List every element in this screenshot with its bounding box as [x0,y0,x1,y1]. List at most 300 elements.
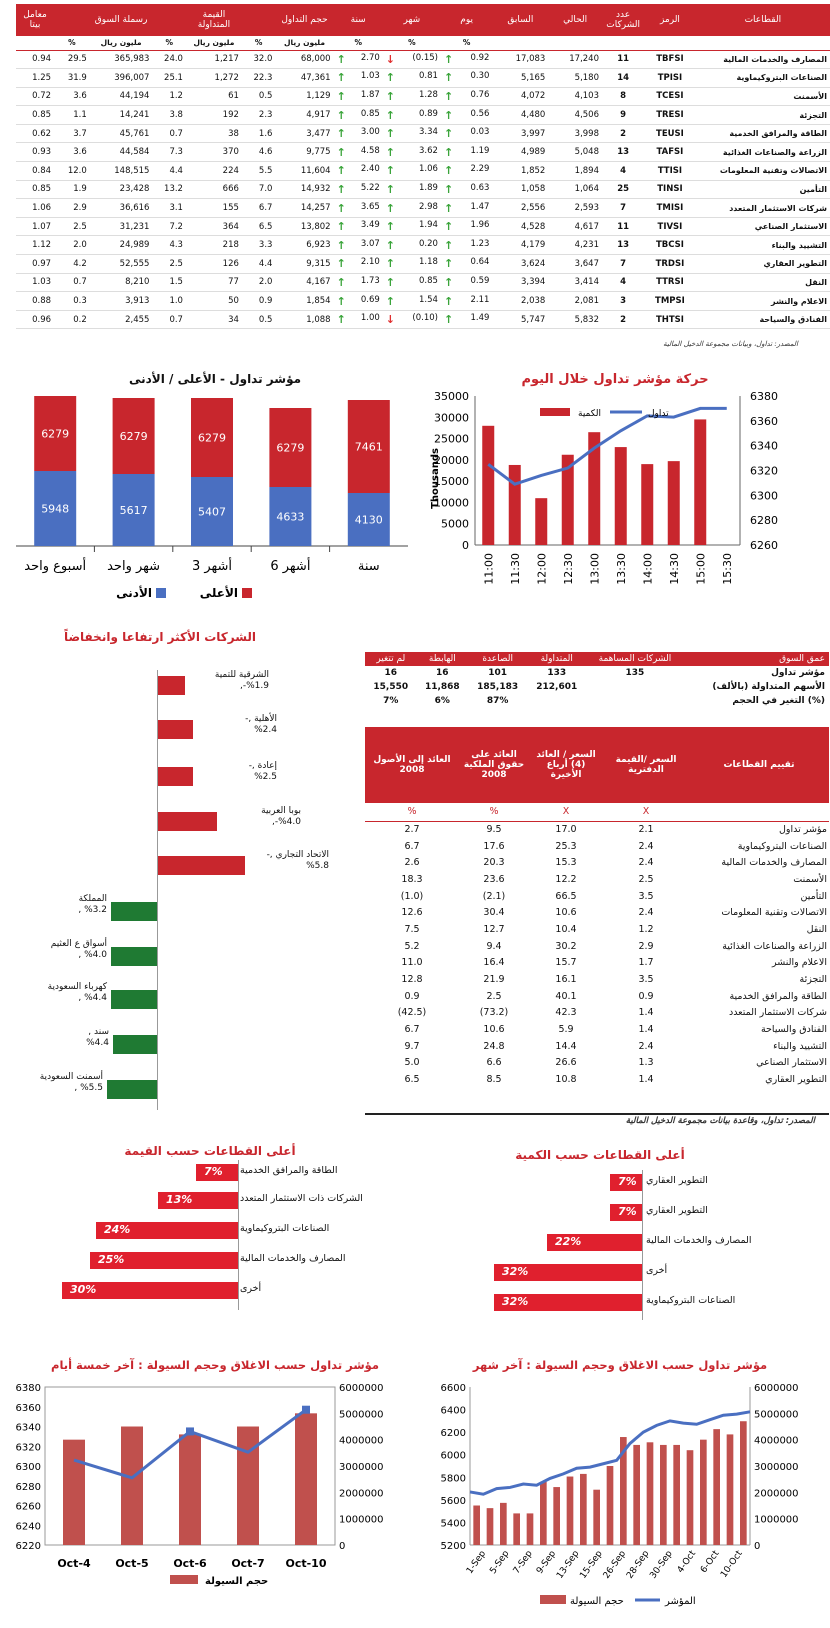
intraday-title: حركة مؤشر تداول خلال اليوم [521,372,709,387]
sectors-col-header: القيمة المتداولة [186,4,242,36]
month-change-cell [383,124,441,143]
sector-name-cell: التطوير العقاري [696,255,830,274]
sector-share-bar [494,1294,642,1311]
count-cell: 2 [602,310,644,329]
gainer-name: بوبا العربية [261,806,301,816]
sectors-col-unit [16,36,54,50]
val-pct-cell: 4.4 [152,162,186,181]
year-change-cell [334,50,383,69]
vol-pct-cell: 1.6 [242,124,276,143]
valuation-cell: 6.6 [486,1057,502,1069]
cap-pct-cell: 12.0 [54,162,90,181]
month-value: 1.94 [419,220,438,231]
gainer-value: %2.5 [254,772,277,782]
x-tick-label: 15:00 [694,553,708,585]
legend-high-swatch [242,588,252,598]
arrow-up-icon: ↑ [443,127,454,141]
valuation-cell: 12.6 [401,907,423,919]
symbol-cell: TTISI [644,162,695,181]
cap-pct-cell: 29.5 [54,50,90,69]
month-change-cell [383,273,441,292]
sectors-row [16,236,830,255]
valuation-row [365,1071,829,1088]
arrow-up-icon: ↑ [443,238,454,252]
y-tick-label: 6400 [440,1405,466,1417]
legend-line-label: المؤشر [665,1596,696,1607]
val-cell: 224 [186,162,242,181]
cap-cell: 396,007 [90,69,153,88]
sectors-col-unit: % [152,36,186,50]
valuation-cell: 10.6 [555,907,577,919]
legend-low-swatch [156,588,166,598]
vol-pct-cell: 0.5 [242,310,276,329]
sector-share-label: الصناعات البتروكيماوية [240,1223,330,1234]
arrow-up-icon: ↑ [336,257,346,271]
arrow-up-icon: ↑ [443,313,454,327]
month-value: 0.85 [419,275,438,286]
high-data-label: 6279 [41,427,70,441]
loser-label [33,982,107,1004]
month-title: مؤشر تداول حسب الاغلاق وحجم السيولة : آخر شهر [472,1358,768,1372]
intraday-chart [420,388,810,633]
symbol-cell: TRDSI [644,255,695,274]
valuation-sector-name: التأمين [800,890,827,902]
valuation-cell: 18.3 [401,873,423,885]
valuation-sector-name: التجزئة [799,974,827,986]
y-tick-label: 6200 [440,1428,466,1440]
valuation-cell: 12.2 [555,873,577,885]
sectors-row [16,69,830,88]
cur-cell: 4,231 [548,236,602,255]
y-tick-label: 5600 [440,1495,466,1507]
liquidity-bar [500,1503,507,1545]
cap-pct-cell: 2.0 [54,236,90,255]
valuation-row [365,938,829,955]
liquidity-bar [63,1440,85,1545]
cap-cell: 23,428 [90,180,153,199]
valuation-cell: (2.1) [482,890,506,902]
month-change-cell [383,180,441,199]
sector-share-pct: 13% [166,1193,193,1206]
year-value: 2.40 [360,164,380,175]
sector-share-bar [90,1252,238,1269]
sectors-col-header [152,4,186,36]
market-depth-cell [527,694,586,708]
cap-cell: 45,761 [90,124,153,143]
y-tick-label: 5400 [440,1518,466,1530]
y2-tick-label: 6300 [750,489,778,503]
cap-pct-cell: 0.2 [54,310,90,329]
sector-share-bar [547,1234,642,1251]
sectors-col-header: عدد الشركات [602,4,644,36]
x-tick-label: أشهر 3 [191,559,233,574]
vol-cell: 1,854 [275,292,333,311]
arrow-up-icon: ↑ [336,220,346,234]
prev-cell: 2,556 [492,199,548,218]
legend-high-label: الأعلى [199,586,238,600]
x-tick-label: 9-Sep [535,1548,559,1576]
day-value: 0.59 [470,275,490,286]
cur-cell: 4,103 [548,87,602,106]
symbol-cell: TMPSI [644,292,695,311]
month-value: 0.20 [419,238,438,249]
sectors-row [16,255,830,274]
loser-name: أسمنت السعودية [39,1072,103,1082]
y2-tick-label: 4000000 [339,1435,384,1447]
high-data-label: 6279 [276,441,305,455]
val-pct-cell: 13.2 [152,180,186,199]
month-chart [420,1375,830,1625]
vol-cell: 13,802 [275,217,333,236]
gainer-name: الاتحاد التجاري ,- [266,850,329,860]
count-cell: 4 [602,162,644,181]
prev-cell: 4,480 [492,106,548,125]
symbol-cell: TCESI [644,87,695,106]
arrow-down-icon: ↓ [385,313,396,327]
vol-pct-cell: 22.3 [242,69,276,88]
x-tick-label: 1-Sep [465,1548,489,1576]
val-pct-cell: 0.7 [152,310,186,329]
sectors-row [16,143,830,162]
valuation-cell: 14.4 [555,1040,577,1052]
x-tick-label: Oct-10 [285,1557,327,1570]
vol-cell: 1,129 [275,87,333,106]
year-value: 1.73 [360,275,380,286]
sector-name-cell: المصارف والخدمات المالية [696,50,830,69]
market-depth-col-header: الشركات المساهمة [586,652,683,666]
prev-cell: 4,072 [492,87,548,106]
beta-cell: 0.96 [16,310,54,329]
val-cell: 34 [186,310,242,329]
market-depth-cell: 6% [434,696,450,706]
x-tick-label: 15:30 [720,553,734,585]
valuation-cell: 8.5 [486,1074,502,1086]
beta-cell: 1.25 [16,69,54,88]
sectors-col-header: يوم [441,4,492,36]
beta-cell: 0.84 [16,162,54,181]
x-tick-label: 12:30 [561,553,575,585]
sectors-row [16,106,830,125]
y2-tick-label: 1000000 [339,1514,384,1526]
sectors-col-unit: % [242,36,276,50]
sector-share-pct: 30% [70,1283,97,1296]
beta-cell: 0.88 [16,292,54,311]
beta-cell: 1.12 [16,236,54,255]
day-value: 0.63 [470,182,490,193]
vol-pct-cell: 4.6 [242,143,276,162]
arrow-up-icon: ↑ [385,71,396,85]
x-tick-label: 4-Oct [675,1548,699,1576]
cap-cell: 44,584 [90,143,153,162]
sectors-col-unit [644,36,695,50]
cur-cell: 5,832 [548,310,602,329]
valuation-sector-name: التطوير العقاري [765,1074,827,1086]
market-depth-col-header: الصاعدة [468,652,527,666]
movers-axis [157,670,158,1110]
valuation-row [365,871,829,888]
valuation-cell: 5.0 [404,1057,420,1069]
month-value: 2.98 [419,201,438,212]
valuation-cell: 2.4 [638,907,654,919]
loser-bar [111,990,157,1009]
x-tick-label: Oct-4 [57,1557,91,1570]
valuation-sector-name: النقل [806,923,827,935]
val-cell: 666 [186,180,242,199]
cap-pct-cell: 1.9 [54,180,90,199]
valuation-cell: 10.8 [555,1074,577,1086]
valuation-col-unit: X [529,803,603,821]
y-tick-label: 30000 [434,411,469,425]
valuation-sector-name: مؤشر تداول [779,824,827,836]
day-value: 2.11 [470,294,490,305]
arrow-up-icon: ↑ [443,182,454,196]
month-value: 1.06 [419,164,438,175]
market-depth-col-header: عمق السوق [684,652,829,666]
month-value: 3.34 [419,127,438,138]
day-value: 1.47 [470,201,490,212]
vol-pct-cell: 5.5 [242,162,276,181]
symbol-cell: TMISI [644,199,695,218]
sectors-col-unit: % [54,36,90,50]
y2-tick-label: 6000000 [339,1383,384,1394]
arrow-up-icon: ↑ [336,108,346,122]
count-cell: 3 [602,292,644,311]
vol-pct-cell: 3.3 [242,236,276,255]
market-depth-col-header: الهابطة [417,652,469,666]
sector-share-pct: 32% [502,1295,529,1308]
top-value-title: أعلى القطاعات حسب القيمة [124,1144,296,1158]
y2-tick-label: 6380 [750,390,778,403]
sector-share-label: المصارف والخدمات المالية [240,1253,346,1264]
valuation-cell: 30.4 [483,907,505,919]
cur-cell: 2,081 [548,292,602,311]
sectors-col-header: السابق [492,4,548,36]
y-tick-label: 6000 [440,1450,466,1462]
prev-cell: 17,083 [492,50,548,69]
market-depth-col-header: المتداولة [527,652,586,666]
year-change-cell [334,217,383,236]
x-tick-label: 30-Sep [648,1548,675,1581]
arrow-up-icon: ↑ [385,164,396,178]
sectors-col-unit [548,36,602,50]
sectors-row [16,87,830,106]
y2-tick-label: 4000000 [754,1435,799,1447]
month-value: 1.54 [419,294,438,305]
arrow-up-icon: ↑ [336,71,346,85]
year-change-cell [334,162,383,181]
x-tick-label: شهر واحد [107,559,161,574]
gainer-name: الأهلية ,- [245,714,277,724]
liquidity-bar [660,1445,667,1545]
liquidity-bar [673,1445,680,1545]
val-pct-cell: 7.3 [152,143,186,162]
vol-cell: 11,604 [275,162,333,181]
month-value: 0.89 [419,108,438,119]
valuation-cell: 15.7 [555,957,577,969]
market-depth-cell: 16 [384,668,398,678]
valuation-col-header: العائد إلى الأصول 2008 [365,727,459,803]
sector-name-cell: الأسمنت [696,87,830,106]
sectors-table [16,4,830,329]
beta-cell: 0.62 [16,124,54,143]
liquidity-bar [713,1429,720,1545]
gainer-label [249,850,329,872]
day-value: 0.30 [470,71,490,82]
sectors-col-header: الرمز [644,4,695,36]
valuation-col-unit: % [459,803,529,821]
sectors-col-header: شهر [383,4,441,36]
x-tick-label: 13:00 [588,553,602,585]
symbol-cell: TIVSI [644,217,695,236]
valuation-row [365,904,829,921]
x-tick-label: 5-Sep [488,1548,512,1576]
cur-cell: 1,894 [548,162,602,181]
symbol-cell: TTRSI [644,273,695,292]
x-tick-label: Oct-7 [231,1557,265,1570]
sector-share-pct: 22% [555,1235,582,1248]
sectors-col-unit: % [334,36,383,50]
year-change-cell [334,199,383,218]
sectors-row [16,199,830,218]
arrow-up-icon: ↑ [336,145,346,159]
valuation-cell: 9.4 [486,940,502,952]
year-value: 2.10 [360,257,380,268]
y2-tick-label: 3000000 [754,1462,799,1473]
arrow-up-icon: ↑ [385,220,396,234]
valuation-cell: 6.5 [404,1074,420,1086]
cap-pct-cell: 0.7 [54,273,90,292]
sectors-source: المصدر: تداول، وبيانات مجموعة الدخيل المالية [663,340,798,348]
market-depth-row [365,666,829,680]
liquidity-bar [540,1482,547,1545]
market-depth-cell: 101 [488,668,508,678]
valuation-sector-name: الطاقة والمرافق الخدمية [729,990,827,1002]
y-tick-label: 6220 [15,1541,41,1552]
vol-cell: 4,917 [275,106,333,125]
vol-cell: 68,000 [275,50,333,69]
cur-cell: 5,180 [548,69,602,88]
sectors-col-header: القطاعات [696,4,830,36]
arrow-up-icon: ↑ [385,108,396,122]
valuation-cell: 1.4 [638,1074,654,1086]
sectors-col-header: سنة [334,4,383,36]
index-line [488,408,727,484]
sector-share-label: الشركات ذات الاستثمار المتعدد [240,1193,363,1204]
sector-share-bar [158,1192,238,1209]
arrow-up-icon: ↑ [385,201,396,215]
valuation-cell: 20.3 [483,857,505,869]
sector-name-cell: شركات الاستثمار المتعدد [696,199,830,218]
y-tick-label: 6360 [15,1402,41,1414]
x-tick-label: 15-Sep [578,1548,605,1581]
cap-cell: 52,555 [90,255,153,274]
sectors-col-header [54,4,90,36]
market-depth-row [365,694,829,708]
day-change-cell [441,50,492,69]
x-tick-label: 14:30 [667,553,681,585]
low-data-label: 5617 [119,504,148,517]
month-value: (0.15) [412,52,438,63]
year-value: 1.87 [360,89,380,100]
valuation-cell: 10.6 [483,1024,505,1036]
symbol-cell: TAFSI [644,143,695,162]
valuation-col-header: السعر / العائد (4) أرباع الأخيرة [529,727,603,803]
sectors-row [16,180,830,199]
prev-cell: 4,989 [492,143,548,162]
market-depth-header [365,652,829,666]
cap-cell: 8,210 [90,273,153,292]
vol-pct-cell: 6.5 [242,217,276,236]
cur-cell: 4,506 [548,106,602,125]
day-change-cell [441,255,492,274]
year-value: 3.49 [360,220,380,231]
y-tick-label: 5800 [440,1473,466,1485]
valuation-sector-name: الأسمنت [793,873,827,885]
market-depth-cell: 212,601 [536,682,578,692]
sector-share-label: التطوير العقاري [646,1205,708,1216]
valuation-row [365,988,829,1005]
vol-cell: 9,315 [275,255,333,274]
legend-bar-swatch [540,1595,566,1604]
valuation-row [365,854,829,871]
sector-name-cell: الاستثمار الصناعي [696,217,830,236]
low-data-label: 4130 [354,513,383,527]
month-value: 1.89 [419,182,438,193]
arrow-up-icon: ↑ [385,275,396,289]
arrow-up-icon: ↑ [385,238,396,252]
day-value: 0.92 [470,52,490,63]
arrow-up-icon: ↑ [336,164,346,178]
y2-tick-label: 0 [754,1541,761,1552]
valuation-col-header: العائد على حقوق الملكية 2008 [459,727,529,803]
y-tick-label: 25000 [434,432,469,446]
cap-pct-cell: 3.6 [54,143,90,162]
sector-name-cell: التجزئة [696,106,830,125]
loser-label [33,939,107,961]
liquidity-bar [567,1477,574,1545]
y2-tick-label: 6280 [750,514,778,528]
count-cell: 7 [602,199,644,218]
valuation-cell: 9.7 [404,1040,420,1052]
gainer-bar [157,812,217,831]
day-change-cell [441,106,492,125]
sectors-row [16,292,830,311]
valuation-units-row [365,803,829,821]
cur-cell: 1,064 [548,180,602,199]
y-tick-label: 6240 [15,1521,41,1533]
val-pct-cell: 1.5 [152,273,186,292]
count-cell: 11 [602,50,644,69]
day-change-cell [441,87,492,106]
prev-cell: 3,394 [492,273,548,292]
x-tick-label: 6-Oct [699,1548,722,1576]
valuation-cell: 9.5 [486,824,502,836]
valuation-cell: 5.2 [404,940,420,952]
sectors-col-unit [696,36,830,50]
sectors-col-unit [602,36,644,50]
month-value: 0.81 [419,71,438,82]
market-depth-table [365,652,829,708]
valuation-sector-name: الفنادق والسياحة [760,1024,827,1036]
month-change-cell [383,162,441,181]
year-value: 1.03 [360,71,380,82]
y2-tick-label: 5000000 [339,1409,384,1421]
qty-bar [482,426,494,545]
gainer-label [221,806,301,828]
valuation-cell: 5.9 [558,1024,574,1036]
five-days-title: مؤشر تداول حسب الاغلاق وحجم السيولة : آخر خمسة أيام [51,1358,379,1372]
sectors-row [16,310,830,329]
